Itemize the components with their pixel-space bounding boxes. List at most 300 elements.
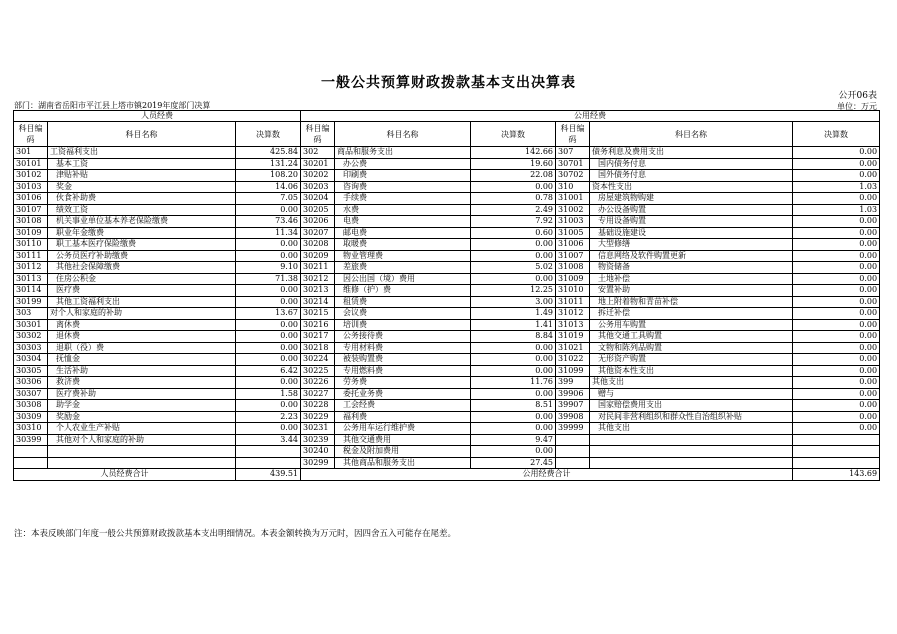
public-b-code-cell: 31003	[556, 216, 590, 228]
personnel-name-cell	[48, 446, 236, 458]
public-b-amount-cell: 0.00	[793, 377, 880, 389]
personnel-total-label: 人员经费合计	[14, 469, 236, 481]
public-b-name-cell: 无形资产购置	[590, 354, 793, 366]
public-b-amount-cell: 0.00	[793, 296, 880, 308]
public-b-code-cell: 39999	[556, 423, 590, 435]
public-b-amount-cell	[793, 446, 880, 458]
public-a-code-cell: 30218	[301, 342, 335, 354]
personnel-code-cell: 30308	[14, 400, 48, 412]
public-a-amount-cell: 0.00	[471, 411, 556, 423]
public-a-amount-cell: 27.45	[471, 457, 556, 469]
public-b-amount-cell: 0.00	[793, 158, 880, 170]
public-b-code-cell: 399	[556, 377, 590, 389]
personnel-amount-cell: 13.67	[236, 308, 301, 320]
table-row	[14, 296, 880, 308]
personnel-code-cell	[14, 446, 48, 458]
public-a-code-cell: 30240	[301, 446, 335, 458]
public-a-amount-cell: 3.00	[471, 296, 556, 308]
public-a-amount-cell: 0.00	[471, 354, 556, 366]
public-b-amount-cell: 0.00	[793, 273, 880, 285]
personnel-name-cell: 奖励金	[48, 411, 236, 423]
public-a-amount-cell: 142.66	[471, 147, 556, 159]
personnel-amount-cell: 2.23	[236, 411, 301, 423]
personnel-amount-cell: 0.00	[236, 400, 301, 412]
public-a-code-cell: 30225	[301, 365, 335, 377]
personnel-code-cell: 30107	[14, 204, 48, 216]
public-b-amount-cell	[793, 434, 880, 446]
table-row	[14, 331, 880, 343]
public-b-code-cell: 31007	[556, 250, 590, 262]
public-a-amount-cell: 1.49	[471, 308, 556, 320]
public-a-name-cell: 租赁费	[335, 296, 471, 308]
personnel-code-cell: 30109	[14, 227, 48, 239]
personnel-code-cell: 30302	[14, 331, 48, 343]
public-b-code-cell: 307	[556, 147, 590, 159]
personnel-code-cell: 30306	[14, 377, 48, 389]
public-a-amount-cell: 8.51	[471, 400, 556, 412]
public-b-name-cell: 公务用车购置	[590, 319, 793, 331]
public-b-code-cell: 31022	[556, 354, 590, 366]
table-row	[14, 377, 880, 389]
public-b-name-cell: 物资储备	[590, 262, 793, 274]
public-a-code-cell: 30299	[301, 457, 335, 469]
public-a-code-cell: 30212	[301, 273, 335, 285]
public-b-name-cell: 国家赔偿费用支出	[590, 400, 793, 412]
public-b-amount-cell: 0.00	[793, 227, 880, 239]
public-a-name-cell: 办公费	[335, 158, 471, 170]
personnel-code-cell: 30309	[14, 411, 48, 423]
public-a-code-cell: 30201	[301, 158, 335, 170]
personnel-amount-cell: 108.20	[236, 170, 301, 182]
public-a-code-cell: 30229	[301, 411, 335, 423]
public-a-name-cell: 专用燃料费	[335, 365, 471, 377]
public-a-amount-cell: 2.49	[471, 204, 556, 216]
public-a-name-cell: 商品和服务支出	[335, 147, 471, 159]
public-a-name-cell: 电费	[335, 216, 471, 228]
personnel-name-cell: 生活补助	[48, 365, 236, 377]
public-b-code-cell: 31008	[556, 262, 590, 274]
public-a-name-cell: 福利费	[335, 411, 471, 423]
public-b-amount-cell: 0.00	[793, 285, 880, 297]
table-row	[14, 446, 880, 458]
public-b-amount-cell: 0.00	[793, 388, 880, 400]
personnel-name-cell: 对个人和家庭的补助	[48, 308, 236, 320]
public-total-label: 公用经费合计	[301, 469, 793, 481]
public-a-code-cell: 30205	[301, 204, 335, 216]
public-b-name-cell: 文物和陈列品购置	[590, 342, 793, 354]
public-b-code-cell	[556, 434, 590, 446]
personnel-code-cell: 30301	[14, 319, 48, 331]
public-a-code-cell: 30217	[301, 331, 335, 343]
public-b-code-cell: 31010	[556, 285, 590, 297]
public-b-code-cell: 31012	[556, 308, 590, 320]
table-row	[14, 354, 880, 366]
public-b-code-cell: 31099	[556, 365, 590, 377]
public-b-amount-cell: 0.00	[793, 308, 880, 320]
personnel-code-cell: 30110	[14, 239, 48, 251]
public-a-name-cell: 工会经费	[335, 400, 471, 412]
public-a-code-cell: 30227	[301, 388, 335, 400]
public-a-amount-cell: 0.00	[471, 250, 556, 262]
public-b-name-cell: 国外债务付息	[590, 170, 793, 182]
public-a-code-cell: 30231	[301, 423, 335, 435]
personnel-code-cell: 30199	[14, 296, 48, 308]
public-b-amount-cell: 0.00	[793, 365, 880, 377]
table-row	[14, 170, 880, 182]
personnel-amount-cell: 3.44	[236, 434, 301, 446]
public-a-amount-cell: 0.78	[471, 193, 556, 205]
public-b-code-cell: 39908	[556, 411, 590, 423]
public-b-code-cell	[556, 457, 590, 469]
table-row	[14, 457, 880, 469]
public-a-name-cell: 因公出国（境）费用	[335, 273, 471, 285]
personnel-amount-cell: 1.58	[236, 388, 301, 400]
personnel-name-cell: 机关事业单位基本养老保险缴费	[48, 216, 236, 228]
table-row	[14, 216, 880, 228]
public-b-amount-cell: 1.03	[793, 204, 880, 216]
personnel-name-cell: 离休费	[48, 319, 236, 331]
public-a-amount-cell: 0.00	[471, 273, 556, 285]
public-b-amount-cell: 0.00	[793, 319, 880, 331]
personnel-amount-cell	[236, 446, 301, 458]
public-a-name-cell: 被装购置费	[335, 354, 471, 366]
public-a-code-cell: 30203	[301, 181, 335, 193]
public-a-amount-cell: 11.76	[471, 377, 556, 389]
public-b-code-cell: 30701	[556, 158, 590, 170]
personnel-amount-cell: 0.00	[236, 296, 301, 308]
public-a-code-cell: 30239	[301, 434, 335, 446]
public-b-amount-cell	[793, 457, 880, 469]
personnel-code-cell: 30106	[14, 193, 48, 205]
public-a-name-cell: 税金及附加费用	[335, 446, 471, 458]
personnel-name-cell: 基本工资	[48, 158, 236, 170]
public-a-code-cell: 30216	[301, 319, 335, 331]
col-header-amount: 决算数	[236, 122, 301, 147]
table-row	[14, 319, 880, 331]
table-row	[14, 262, 880, 274]
table-row	[14, 400, 880, 412]
public-a-name-cell: 委托业务费	[335, 388, 471, 400]
personnel-total-amount: 439.51	[236, 469, 301, 481]
public-b-code-cell: 31006	[556, 239, 590, 251]
personnel-amount-cell: 425.84	[236, 147, 301, 159]
public-a-amount-cell: 0.60	[471, 227, 556, 239]
personnel-name-cell: 助学金	[48, 400, 236, 412]
public-a-name-cell: 公务接待费	[335, 331, 471, 343]
personnel-amount-cell: 0.00	[236, 285, 301, 297]
public-b-amount-cell: 0.00	[793, 342, 880, 354]
public-b-code-cell: 31019	[556, 331, 590, 343]
public-b-name-cell	[590, 446, 793, 458]
public-b-amount-cell: 0.00	[793, 239, 880, 251]
public-a-amount-cell: 0.00	[471, 181, 556, 193]
public-a-name-cell: 印刷费	[335, 170, 471, 182]
personnel-amount-cell: 0.00	[236, 354, 301, 366]
public-a-name-cell: 会议费	[335, 308, 471, 320]
personnel-name-cell: 救济费	[48, 377, 236, 389]
personnel-amount-cell: 0.00	[236, 331, 301, 343]
personnel-amount-cell: 0.00	[236, 239, 301, 251]
personnel-amount-cell: 71.38	[236, 273, 301, 285]
public-a-name-cell: 物业管理费	[335, 250, 471, 262]
public-b-name-cell: 办公设备购置	[590, 204, 793, 216]
public-b-name-cell: 其他支出	[590, 377, 793, 389]
public-b-code-cell: 31009	[556, 273, 590, 285]
table-row	[14, 411, 880, 423]
public-b-name-cell: 土地补偿	[590, 273, 793, 285]
public-b-amount-cell: 0.00	[793, 411, 880, 423]
personnel-amount-cell: 0.00	[236, 377, 301, 389]
public-a-code-cell: 30224	[301, 354, 335, 366]
public-a-amount-cell: 12.25	[471, 285, 556, 297]
public-b-name-cell: 专用设备购置	[590, 216, 793, 228]
table-row	[14, 158, 880, 170]
personnel-name-cell: 医疗费补助	[48, 388, 236, 400]
personnel-name-cell: 抚恤金	[48, 354, 236, 366]
personnel-code-cell: 30304	[14, 354, 48, 366]
public-a-amount-cell: 0.00	[471, 388, 556, 400]
personnel-name-cell: 职业年金缴费	[48, 227, 236, 239]
public-b-code-cell: 30702	[556, 170, 590, 182]
personnel-name-cell: 退休费	[48, 331, 236, 343]
public-a-code-cell: 30214	[301, 296, 335, 308]
public-b-name-cell: 对民间非营利组织和群众性自治组织补贴	[590, 411, 793, 423]
public-b-code-cell: 31011	[556, 296, 590, 308]
personnel-amount-cell: 0.00	[236, 342, 301, 354]
public-a-name-cell: 邮电费	[335, 227, 471, 239]
personnel-name-cell: 其他对个人和家庭的补助	[48, 434, 236, 446]
personnel-name-cell: 绩效工资	[48, 204, 236, 216]
public-b-amount-cell: 0.00	[793, 400, 880, 412]
public-a-code-cell: 302	[301, 147, 335, 159]
public-a-name-cell: 公务用车运行维护费	[335, 423, 471, 435]
public-a-code-cell: 30206	[301, 216, 335, 228]
public-b-amount-cell: 0.00	[793, 170, 880, 182]
public-b-amount-cell: 0.00	[793, 331, 880, 343]
public-group-header: 公用经费	[301, 111, 880, 122]
public-b-name-cell: 房屋建筑物购建	[590, 193, 793, 205]
public-a-amount-cell: 7.92	[471, 216, 556, 228]
public-b-name-cell: 资本性支出	[590, 181, 793, 193]
personnel-code-cell: 30112	[14, 262, 48, 274]
col-header-code: 科目编码	[301, 122, 335, 147]
public-b-name-cell	[590, 457, 793, 469]
personnel-code-cell: 30113	[14, 273, 48, 285]
public-a-code-cell: 30215	[301, 308, 335, 320]
personnel-group-header: 人员经费	[14, 111, 301, 122]
public-a-code-cell: 30211	[301, 262, 335, 274]
personnel-code-cell: 30307	[14, 388, 48, 400]
personnel-code-cell: 303	[14, 308, 48, 320]
public-a-name-cell: 差旅费	[335, 262, 471, 274]
col-header-amount: 决算数	[471, 122, 556, 147]
table-row	[14, 365, 880, 377]
public-b-name-cell: 大型修缮	[590, 239, 793, 251]
personnel-name-cell	[48, 457, 236, 469]
public-b-name-cell	[590, 434, 793, 446]
col-header-code: 科目编码	[556, 122, 590, 147]
personnel-amount-cell: 73.46	[236, 216, 301, 228]
personnel-name-cell: 伙食补助费	[48, 193, 236, 205]
personnel-code-cell: 30108	[14, 216, 48, 228]
public-a-amount-cell: 9.47	[471, 434, 556, 446]
public-a-code-cell: 30208	[301, 239, 335, 251]
table-row	[14, 342, 880, 354]
public-a-name-cell: 培训费	[335, 319, 471, 331]
public-b-name-cell: 其他交通工具购置	[590, 331, 793, 343]
table-row	[14, 250, 880, 262]
public-a-amount-cell: 0.00	[471, 239, 556, 251]
personnel-amount-cell	[236, 457, 301, 469]
personnel-amount-cell: 9.10	[236, 262, 301, 274]
public-a-amount-cell: 0.00	[471, 342, 556, 354]
public-b-name-cell: 其他资本性支出	[590, 365, 793, 377]
table-tag: 公开06表	[838, 91, 877, 101]
public-a-name-cell: 劳务费	[335, 377, 471, 389]
footnote: 注：本表反映部门年度一般公共预算财政拨款基本支出明细情况。本表金额转换为万元时，因四舍五入可能存在尾差。	[14, 529, 457, 539]
public-a-code-cell: 30204	[301, 193, 335, 205]
expenditure-table	[13, 110, 880, 481]
public-a-name-cell: 维修（护）费	[335, 285, 471, 297]
public-a-name-cell: 取暖费	[335, 239, 471, 251]
personnel-amount-cell: 7.05	[236, 193, 301, 205]
public-b-name-cell: 安置补助	[590, 285, 793, 297]
public-b-name-cell: 赠与	[590, 388, 793, 400]
public-a-name-cell: 专用材料费	[335, 342, 471, 354]
personnel-code-cell: 30101	[14, 158, 48, 170]
personnel-name-cell: 公务员医疗补助缴费	[48, 250, 236, 262]
public-b-amount-cell: 0.00	[793, 250, 880, 262]
public-b-name-cell: 国内债务付息	[590, 158, 793, 170]
public-b-amount-cell: 0.00	[793, 262, 880, 274]
public-b-name-cell: 地上附着物和青苗补偿	[590, 296, 793, 308]
personnel-name-cell: 奖金	[48, 181, 236, 193]
personnel-name-cell: 职工基本医疗保险缴费	[48, 239, 236, 251]
personnel-name-cell: 其他工资福利支出	[48, 296, 236, 308]
table-row	[14, 434, 880, 446]
personnel-name-cell: 个人农业生产补贴	[48, 423, 236, 435]
public-a-code-cell: 30209	[301, 250, 335, 262]
table-row	[14, 227, 880, 239]
table-row	[14, 181, 880, 193]
personnel-amount-cell: 11.34	[236, 227, 301, 239]
personnel-amount-cell: 0.00	[236, 423, 301, 435]
public-a-name-cell: 咨询费	[335, 181, 471, 193]
public-a-code-cell: 30213	[301, 285, 335, 297]
public-b-name-cell: 基础设施建设	[590, 227, 793, 239]
public-b-name-cell: 债务利息及费用支出	[590, 147, 793, 159]
public-b-code-cell: 39906	[556, 388, 590, 400]
public-b-name-cell: 拆迁补偿	[590, 308, 793, 320]
unit-label: 单位：万元	[837, 102, 877, 111]
public-a-code-cell: 30226	[301, 377, 335, 389]
table-row	[14, 423, 880, 435]
public-b-code-cell: 39907	[556, 400, 590, 412]
table-row	[14, 273, 880, 285]
personnel-code-cell	[14, 457, 48, 469]
table-row	[14, 193, 880, 205]
public-a-code-cell: 30207	[301, 227, 335, 239]
col-header-amount: 决算数	[793, 122, 880, 147]
public-a-amount-cell: 8.84	[471, 331, 556, 343]
public-a-name-cell: 其他商品和服务支出	[335, 457, 471, 469]
personnel-amount-cell: 131.24	[236, 158, 301, 170]
personnel-amount-cell: 0.00	[236, 250, 301, 262]
page-title: 一般公共预算财政拨款基本支出决算表	[321, 75, 576, 91]
table-row	[14, 308, 880, 320]
public-a-amount-cell: 22.08	[471, 170, 556, 182]
personnel-amount-cell: 0.00	[236, 204, 301, 216]
department-label: 部门：湖南省岳阳市平江县上塔市镇2019年度部门决算	[14, 101, 211, 110]
public-b-code-cell: 31002	[556, 204, 590, 216]
public-a-name-cell: 手续费	[335, 193, 471, 205]
personnel-code-cell: 30310	[14, 423, 48, 435]
personnel-code-cell: 30305	[14, 365, 48, 377]
personnel-name-cell: 住房公积金	[48, 273, 236, 285]
public-b-amount-cell: 0.00	[793, 354, 880, 366]
public-a-amount-cell: 0.00	[471, 365, 556, 377]
public-b-name-cell: 信息网络及软件购置更新	[590, 250, 793, 262]
personnel-code-cell: 30303	[14, 342, 48, 354]
personnel-name-cell: 医疗费	[48, 285, 236, 297]
table-row	[14, 239, 880, 251]
public-b-code-cell: 31021	[556, 342, 590, 354]
personnel-name-cell: 津贴补贴	[48, 170, 236, 182]
col-header-name: 科目名称	[48, 122, 236, 147]
table-row	[14, 147, 880, 159]
personnel-code-cell: 30102	[14, 170, 48, 182]
personnel-code-cell: 30103	[14, 181, 48, 193]
personnel-name-cell: 工资福利支出	[48, 147, 236, 159]
public-b-code-cell: 31013	[556, 319, 590, 331]
personnel-name-cell: 其他社会保障缴费	[48, 262, 236, 274]
table-row	[14, 204, 880, 216]
public-b-code-cell: 31001	[556, 193, 590, 205]
personnel-amount-cell: 0.00	[236, 319, 301, 331]
public-b-code-cell: 31005	[556, 227, 590, 239]
personnel-amount-cell: 6.42	[236, 365, 301, 377]
public-a-amount-cell: 0.00	[471, 446, 556, 458]
public-b-amount-cell: 0.00	[793, 193, 880, 205]
totals-row	[14, 469, 880, 481]
public-a-amount-cell: 5.02	[471, 262, 556, 274]
personnel-code-cell: 301	[14, 147, 48, 159]
public-b-amount-cell: 0.00	[793, 216, 880, 228]
col-header-name: 科目名称	[590, 122, 793, 147]
table-row	[14, 285, 880, 297]
public-a-amount-cell: 0.00	[471, 423, 556, 435]
public-a-name-cell: 其他交通费用	[335, 434, 471, 446]
public-b-amount-cell: 0.00	[793, 423, 880, 435]
public-a-name-cell: 水费	[335, 204, 471, 216]
col-header-code: 科目编码	[14, 122, 48, 147]
public-b-code-cell	[556, 446, 590, 458]
col-header-name: 科目名称	[335, 122, 471, 147]
public-total-amount: 143.69	[793, 469, 880, 481]
public-b-code-cell: 310	[556, 181, 590, 193]
public-b-amount-cell: 0.00	[793, 147, 880, 159]
public-a-amount-cell: 1.41	[471, 319, 556, 331]
public-a-code-cell: 30228	[301, 400, 335, 412]
personnel-amount-cell: 14.06	[236, 181, 301, 193]
personnel-code-cell: 30111	[14, 250, 48, 262]
public-a-code-cell: 30202	[301, 170, 335, 182]
public-a-amount-cell: 19.60	[471, 158, 556, 170]
personnel-code-cell: 30399	[14, 434, 48, 446]
public-b-name-cell: 其他支出	[590, 423, 793, 435]
personnel-name-cell: 退职（役）费	[48, 342, 236, 354]
table-row	[14, 388, 880, 400]
